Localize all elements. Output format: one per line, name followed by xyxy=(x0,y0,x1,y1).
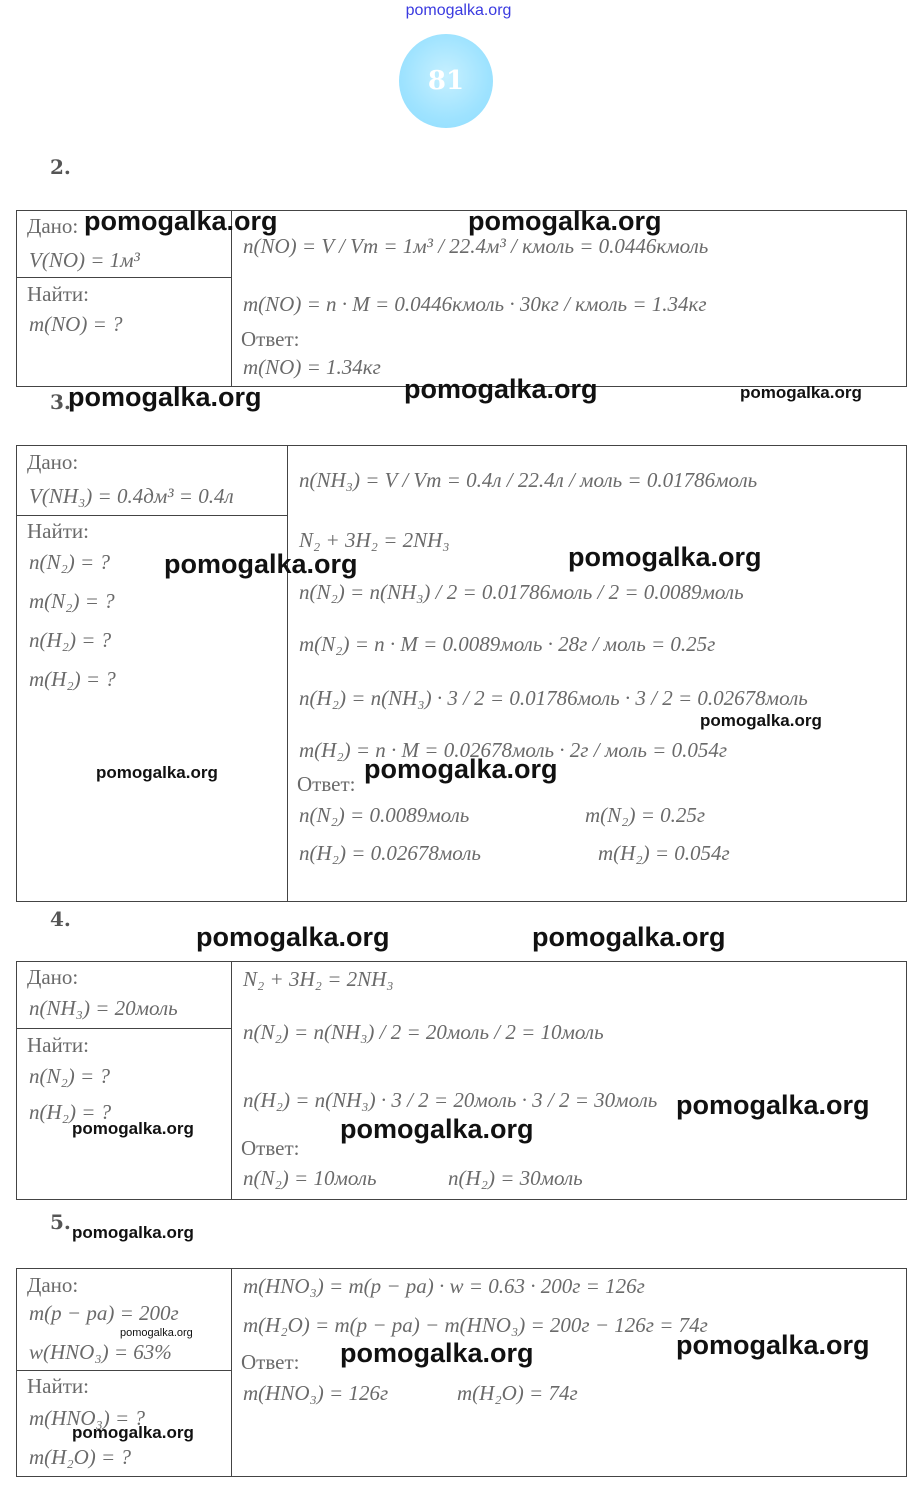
problem-3-number: 3. xyxy=(50,390,71,414)
find-value: m(N₂) = ? xyxy=(29,589,115,613)
watermark: pomogalka.org xyxy=(676,1090,870,1120)
divider xyxy=(16,277,231,278)
watermark: pomogalka.org xyxy=(468,206,662,236)
answer-value: m(H₂) = 0.054г xyxy=(598,841,730,865)
answer-value: n(H₂) = 30моль xyxy=(448,1166,583,1190)
problem-4-number: 4. xyxy=(50,907,71,931)
solution-line: n(N₂) = n(NH₃) / 2 = 0.01786моль / 2 = 0.0089моль xyxy=(299,580,744,604)
answer-value: n(N₂) = 10моль xyxy=(243,1166,377,1190)
answer-label: Ответ: xyxy=(241,327,300,351)
problem-5-table xyxy=(16,1268,907,1477)
find-label: Найти: xyxy=(27,519,89,543)
watermark: pomogalka.org xyxy=(404,374,598,404)
solution-line: m(H₂O) = m(p − pa) − m(HNO₃) = 200г − 126г = 74г xyxy=(243,1313,708,1337)
given-label: Дано: xyxy=(27,965,79,989)
find-value: n(H₂) = ? xyxy=(29,628,112,652)
problem-3-table xyxy=(16,445,907,902)
given-value: V(NH₃) = 0.4дм³ = 0.4л xyxy=(29,484,234,508)
divider xyxy=(231,961,232,1200)
divider xyxy=(16,515,287,516)
watermark: pomogalka.org xyxy=(84,206,278,236)
watermark: pomogalka.org xyxy=(340,1338,534,1368)
watermark: pomogalka.org xyxy=(340,1114,534,1144)
watermark: pomogalka.org xyxy=(96,763,218,782)
answer-value: n(N₂) = 0.0089моль xyxy=(299,803,470,827)
given-label: Дано: xyxy=(27,450,79,474)
divider xyxy=(16,1028,231,1029)
find-value: m(HNO₃) = ? xyxy=(29,1406,145,1430)
watermark: pomogalka.org xyxy=(364,754,558,784)
answer-value: n(H₂) = 0.02678моль xyxy=(299,841,481,865)
solution-line: m(NO) = n · M = 0.0446кмоль · 30кг / кмоль = 1.34кг xyxy=(243,292,707,316)
solution-line: n(NO) = V / Vm = 1м³ / 22.4м³ / кмоль = 0.0446кмоль xyxy=(243,234,709,258)
answer-value: m(N₂) = 0.25г xyxy=(585,803,706,827)
given-label: Дано: xyxy=(27,214,79,238)
given-label: Дано: xyxy=(27,1273,79,1297)
find-label: Найти: xyxy=(27,1033,89,1057)
answer-label: Ответ: xyxy=(297,772,356,796)
watermark: pomogalka.org xyxy=(700,711,822,730)
problem-5-number: 5. xyxy=(50,1210,71,1234)
page-number-badge xyxy=(399,34,493,128)
watermark: pomogalka.org xyxy=(120,1327,193,1339)
find-value: n(N₂) = ? xyxy=(29,550,110,574)
find-value: m(H₂O) = ? xyxy=(29,1445,131,1469)
site-link[interactable]: pomogalka.org xyxy=(405,2,512,19)
solution-line: N₂ + 3H₂ = 2NH₃ xyxy=(299,528,450,552)
divider xyxy=(287,445,288,902)
find-label: Найти: xyxy=(27,282,89,306)
solution-line: n(NH₃) = V / Vm = 0.4л / 22.4л / моль = 0.01786моль xyxy=(299,468,758,492)
watermark: pomogalka.org xyxy=(196,922,390,952)
solution-line: m(HNO₃) = m(p − pa) · w = 0.63 · 200г = 126г xyxy=(243,1274,645,1298)
answer-value: m(H₂O) = 74г xyxy=(457,1381,578,1405)
given-value: V(NO) = 1м³ xyxy=(29,248,140,272)
answer-value: m(NO) = 1.34кг xyxy=(243,355,381,379)
find-value: n(H₂) = ? xyxy=(29,1100,112,1124)
watermark: pomogalka.org xyxy=(164,549,358,579)
given-value: m(p − pa) = 200г xyxy=(29,1301,179,1325)
watermark: pomogalka.org xyxy=(740,383,862,402)
problem-2-number: 2. xyxy=(50,155,71,179)
solution-line: m(H₂) = n · M = 0.02678моль · 2г / моль = 0.054г xyxy=(299,738,728,762)
answer-label: Ответ: xyxy=(241,1350,300,1374)
answer-value: m(HNO₃) = 126г xyxy=(243,1381,389,1405)
find-label: Найти: xyxy=(27,1374,89,1398)
watermark: pomogalka.org xyxy=(532,922,726,952)
watermark: pomogalka.org xyxy=(568,542,762,572)
watermark: pomogalka.org xyxy=(68,382,262,412)
solution-line: N₂ + 3H₂ = 2NH₃ xyxy=(243,967,394,991)
find-value: m(NO) = ? xyxy=(29,312,123,336)
divider xyxy=(16,1370,231,1371)
divider xyxy=(231,1268,232,1477)
solution-line: n(N₂) = n(NH₃) / 2 = 20моль / 2 = 10моль xyxy=(243,1020,604,1044)
watermark: pomogalka.org xyxy=(72,1423,194,1442)
find-value: m(H₂) = ? xyxy=(29,667,116,691)
watermark: pomogalka.org xyxy=(676,1330,870,1360)
find-value: n(N₂) = ? xyxy=(29,1064,110,1088)
solution-line: m(N₂) = n · M = 0.0089моль · 28г / моль = 0.25г xyxy=(299,632,716,656)
given-value: n(NH₃) = 20моль xyxy=(29,996,178,1020)
watermark: pomogalka.org xyxy=(72,1119,194,1138)
solution-line: n(H₂) = n(NH₃) · 3 / 2 = 20моль · 3 / 2 = 30моль xyxy=(243,1088,658,1112)
page-number: 81 xyxy=(427,66,465,96)
solution-line: n(H₂) = n(NH₃) · 3 / 2 = 0.01786моль · 3 / 2 = 0.02678моль xyxy=(299,686,808,710)
answer-label: Ответ: xyxy=(241,1136,300,1160)
watermark: pomogalka.org xyxy=(72,1223,194,1242)
given-value: w(HNO₃) = 63% xyxy=(29,1340,172,1364)
